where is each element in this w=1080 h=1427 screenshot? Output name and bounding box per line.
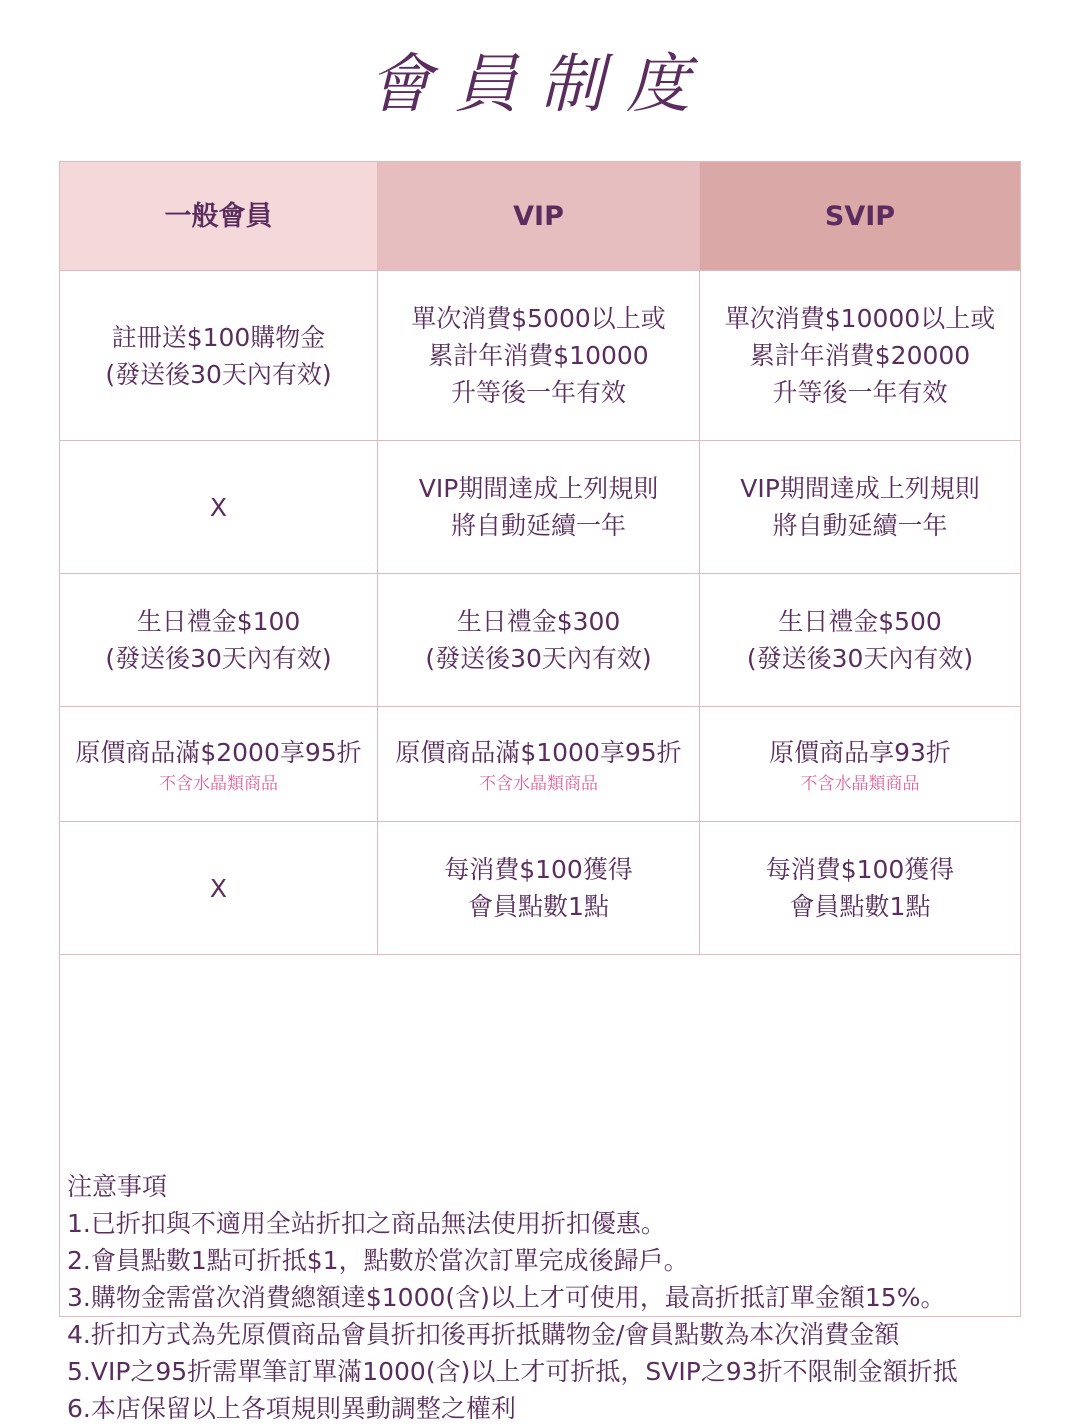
cell-text: 單次消費$5000以上或: [411, 304, 666, 333]
cell-text: 原價商品享93折: [769, 737, 951, 767]
cell-text: VIP期間達成上列規則: [418, 474, 659, 503]
note-item: 5.VIP之95折需單筆訂單滿1000(含)以上才可折抵，SVIP之93折不限制金額折抵: [67, 1357, 958, 1386]
cell-text: 註冊送$100購物金: [111, 322, 326, 352]
cell-text: (發送後30天內有效): [105, 644, 332, 673]
table-header-row: [60, 162, 1020, 271]
cell-text: 單次消費$10000以上或: [724, 304, 996, 333]
cell-points-vip: [378, 822, 700, 954]
cell-text: 原價商品滿$2000享95折: [75, 737, 362, 767]
notes-heading: 注意事項: [67, 1172, 168, 1201]
cell-text: 將自動延續一年: [772, 511, 948, 540]
header-regular-member: 一般會員: [60, 162, 378, 270]
cell-text: X: [209, 492, 228, 522]
header-svip: SVIP: [700, 162, 1020, 270]
cell-discount-svip: [700, 707, 1020, 821]
table-row-discount: [60, 707, 1020, 822]
cell-text: 每消費$100獲得: [444, 855, 633, 884]
cell-note: 不含水晶類商品: [479, 773, 598, 794]
cell-text: (發送後30天內有效): [746, 644, 974, 673]
cell-text: 會員點數1點: [468, 892, 609, 921]
cell-text: 升等後一年有效: [450, 378, 626, 407]
cell-text: 會員點數1點: [789, 892, 931, 921]
note-item: 6.本店保留以上各項規則異動調整之權利: [67, 1394, 516, 1423]
note-item: 1.已折扣與不適用全站折扣之商品無法使用折扣優惠。: [67, 1209, 666, 1238]
cell-renewal-svip: [700, 441, 1020, 573]
cell-upgrade-regular: [60, 271, 378, 440]
cell-discount-vip: [378, 707, 700, 821]
cell-birthday-svip: [700, 574, 1020, 706]
cell-text: 升等後一年有效: [772, 378, 948, 407]
cell-points-svip: [700, 822, 1020, 954]
cell-text: 將自動延續一年: [450, 511, 626, 540]
cell-birthday-regular: [60, 574, 378, 706]
note-item: 3.購物金需當次消費總額達$1000(含)以上才可使用，最高折抵訂單金額15%。: [67, 1283, 946, 1312]
cell-discount-regular: [60, 707, 378, 821]
cell-text: X: [209, 873, 228, 903]
cell-text: 累計年消費$20000: [749, 341, 971, 370]
cell-text: 累計年消費$10000: [428, 341, 649, 370]
table-row-points: [60, 822, 1020, 955]
cell-renewal-regular: [60, 441, 378, 573]
cell-text: (發送後30天內有效): [425, 644, 652, 673]
cell-upgrade-svip: [700, 271, 1020, 440]
cell-upgrade-vip: [378, 271, 700, 440]
cell-text: 生日禮金$100: [136, 607, 301, 636]
notes-section: [67, 1168, 1007, 1427]
cell-text: 每消費$100獲得: [765, 855, 955, 884]
cell-note: 不含水晶類商品: [159, 773, 278, 794]
cell-text: 原價商品滿$1000享95折: [395, 737, 682, 767]
cell-birthday-vip: [378, 574, 700, 706]
cell-points-regular: [60, 822, 378, 954]
table-row-renewal: [60, 441, 1020, 574]
page-title: 會員制度: [368, 48, 712, 122]
cell-note: 不含水晶類商品: [800, 773, 920, 794]
cell-text: 生日禮金$500: [778, 607, 942, 636]
header-vip: VIP: [378, 162, 700, 270]
cell-renewal-vip: [378, 441, 700, 573]
membership-table: [59, 161, 1021, 1423]
cell-text: VIP期間達成上列規則: [740, 474, 980, 503]
note-item: 4.折扣方式為先原價商品會員折扣後再折抵購物金/會員點數為本次消費金額: [67, 1320, 900, 1349]
table-row-upgrade: [60, 271, 1020, 441]
cell-text: (發送後30天內有效): [105, 359, 332, 389]
note-item: 2.會員點數1點可折抵$1，點數於當次訂單完成後歸戶。: [67, 1246, 689, 1275]
table-row-birthday: [60, 574, 1020, 707]
cell-text: 生日禮金$300: [456, 607, 621, 636]
